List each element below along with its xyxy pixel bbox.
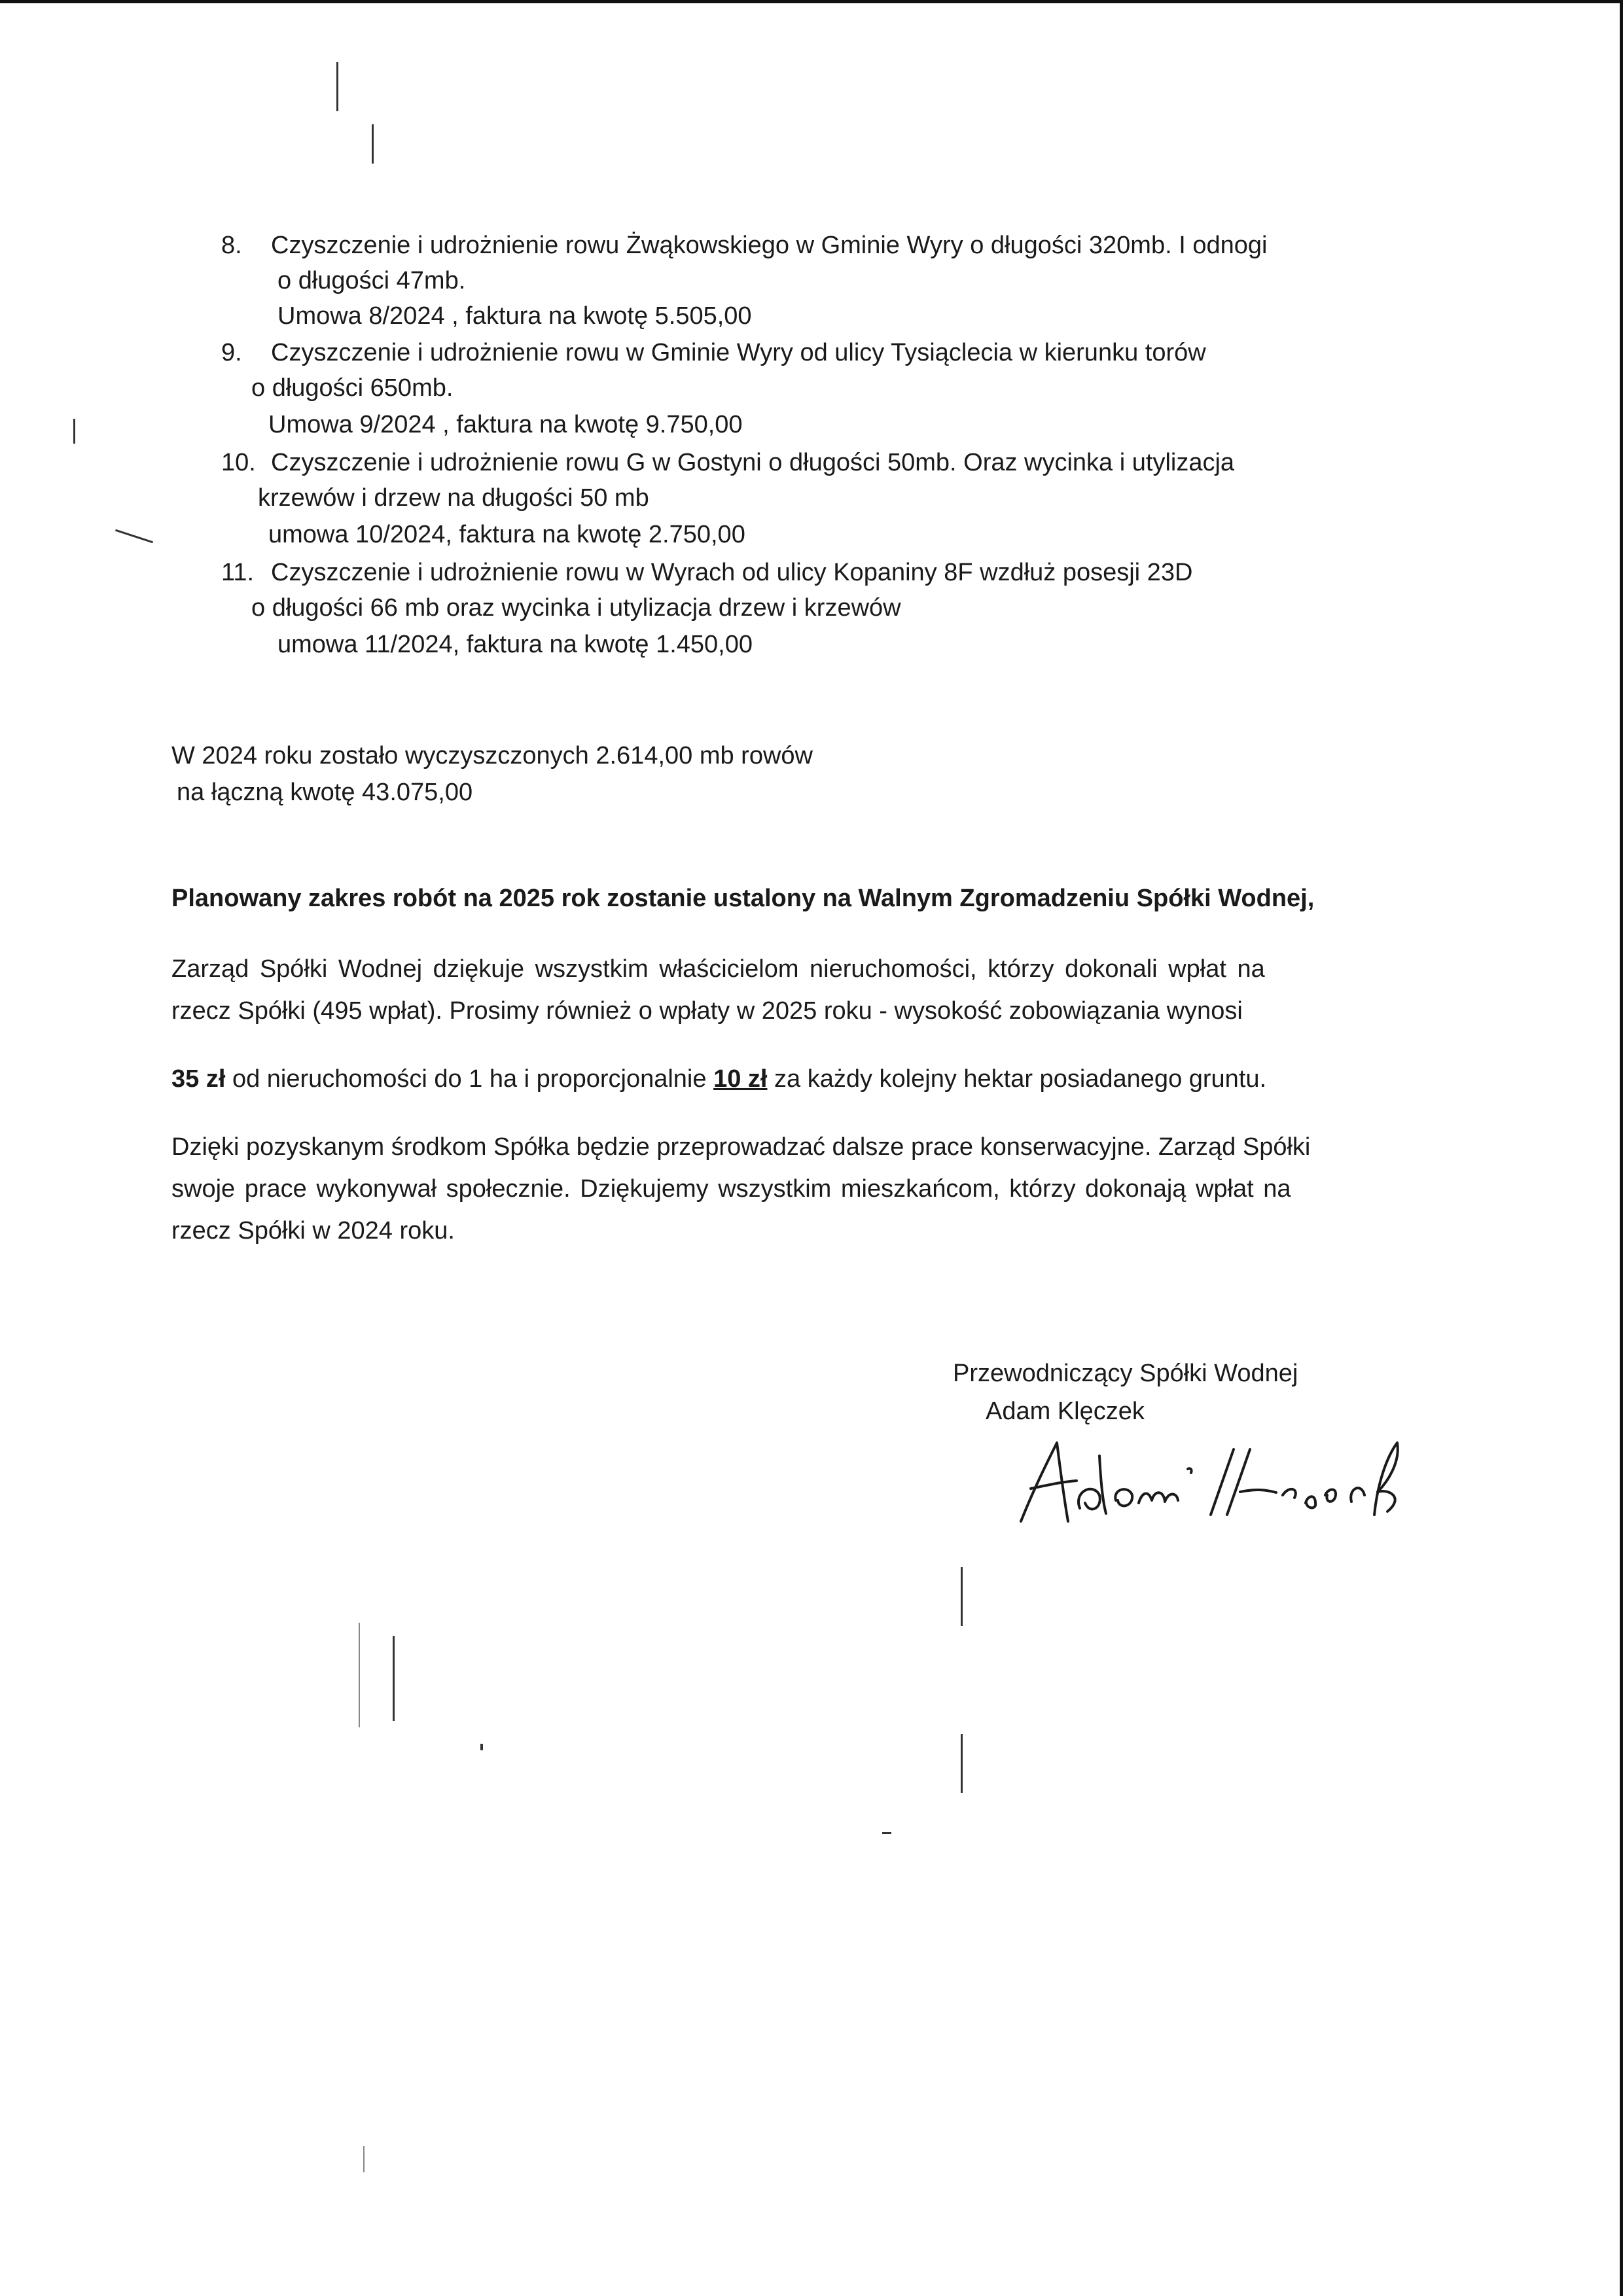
scan-speck xyxy=(115,529,153,543)
scan-speck xyxy=(961,1567,963,1626)
scan-speck xyxy=(393,1636,395,1721)
closing-line: rzecz Spółki w 2024 roku. xyxy=(171,1217,455,1245)
signatory-name: Adam Klęczek xyxy=(986,1398,1145,1425)
scan-speck xyxy=(336,62,338,111)
item-contract: umowa 10/2024, faktura na kwotę 2.750,00 xyxy=(268,521,745,548)
summary-line: W 2024 roku zostało wyczyszczonych 2.614,00 mb rowów xyxy=(171,742,813,769)
item-description-cont: krzewów i drzew na długości 50 mb xyxy=(258,484,649,512)
rate-text-end: za każdy kolejny hektar posiadanego gruntu. xyxy=(767,1065,1267,1093)
item-contract: Umowa 9/2024 , faktura na kwotę 9.750,00 xyxy=(268,411,743,438)
planned-scope-heading: Planowany zakres robót na 2025 rok zostanie ustalony na Walnym Zgromadzeniu Spółki Wodnej, xyxy=(171,885,1315,912)
item-number: 8. xyxy=(221,232,242,259)
item-contract: umowa 11/2024, faktura na kwotę 1.450,00 xyxy=(277,631,753,658)
item-description: Czyszczenie i udrożnienie rowu w Wyrach od ulicy Kopaniny 8F wzdłuż posesji 23D xyxy=(271,559,1193,586)
scan-speck xyxy=(961,1734,963,1793)
closing-line: Dzięki pozyskanym środkom Spółka będzie przeprowadzać dalsze prace konserwacyjne. Zarząd Spółki xyxy=(171,1133,1311,1161)
scan-right-edge xyxy=(1620,0,1623,2296)
closing-line: swoje prace wykonywał społecznie. Dziękujemy wszystkim mieszkańcom, którzy dokonają wpłat na xyxy=(171,1175,1291,1203)
item-description: Czyszczenie i udrożnienie rowu w Gminie Wyry od ulicy Tysiąclecia w kierunku torów xyxy=(271,339,1206,366)
item-number: 9. xyxy=(221,339,242,366)
thanks-line: Zarząd Spółki Wodnej dziękuje wszystkim właścicielom nieruchomości, którzy dokonali wpłat na xyxy=(171,955,1265,983)
summary-total: na łączną kwotę 43.075,00 xyxy=(177,779,473,806)
scan-speck xyxy=(882,1832,891,1834)
item-number: 11. xyxy=(221,559,255,586)
contribution-rate xyxy=(171,1061,1266,1097)
item-description: Czyszczenie i udrożnienie rowu Żwąkowskiego w Gminie Wyry o długości 320mb. I odnogi xyxy=(271,232,1268,259)
scan-speck xyxy=(480,1744,483,1750)
scan-top-edge xyxy=(0,0,1623,3)
item-description-cont: o długości 650mb. xyxy=(251,374,454,402)
signatory-title: Przewodniczący Spółki Wodnej xyxy=(953,1360,1298,1387)
item-description-cont: o długości 47mb. xyxy=(277,267,466,294)
item-description-cont: o długości 66 mb oraz wycinka i utylizacja drzew i krzewów xyxy=(251,594,901,622)
handwritten-signature xyxy=(1008,1430,1414,1534)
item-contract: Umowa 8/2024 , faktura na kwotę 5.505,00 xyxy=(277,302,752,330)
item-description: Czyszczenie i udrożnienie rowu G w Gostyni o długości 50mb. Oraz wycinka i utylizacja xyxy=(271,449,1235,476)
additional-rate: 10 zł xyxy=(713,1065,768,1093)
scan-speck xyxy=(372,124,374,164)
thanks-line: rzecz Spółki (495 wpłat). Prosimy również o wpłaty w 2025 roku - wysokość zobowiązania wynosi xyxy=(171,997,1243,1025)
scan-speck xyxy=(73,419,75,444)
base-rate: 35 zł xyxy=(171,1065,226,1093)
item-number: 10. xyxy=(221,449,256,476)
scan-speck xyxy=(363,2146,365,2172)
rate-text: od nieruchomości do 1 ha i proporcjonalnie xyxy=(225,1065,714,1093)
scan-speck xyxy=(359,1623,360,1727)
